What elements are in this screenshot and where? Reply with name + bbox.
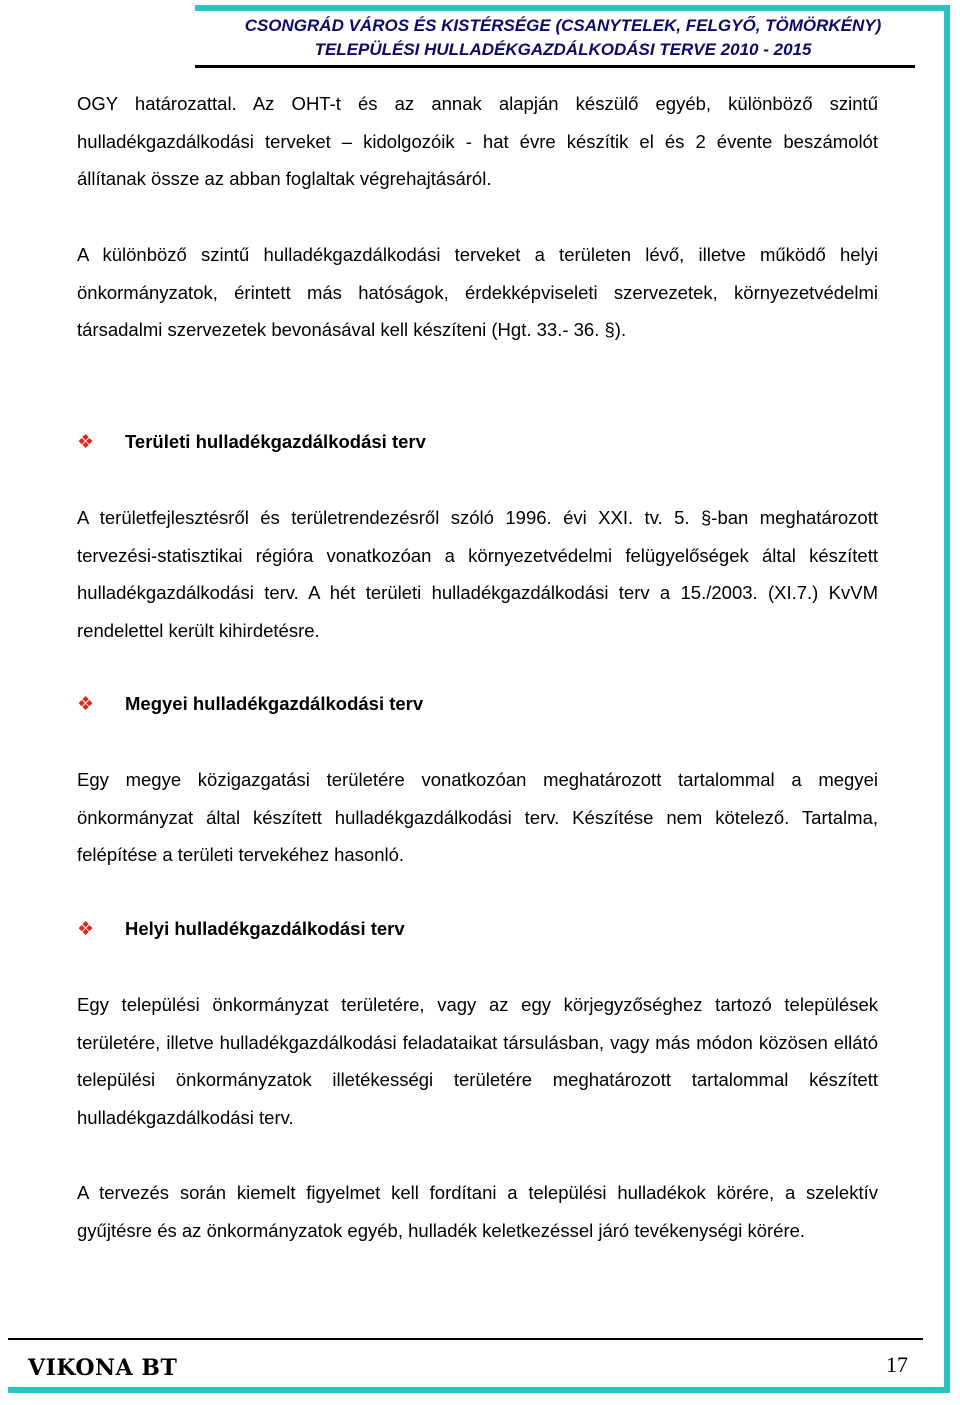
diamond-bullet-icon: ❖ [77, 432, 95, 453]
diamond-bullet-icon: ❖ [77, 919, 95, 940]
page-frame-bottom [8, 1387, 950, 1393]
paragraph-teruleti: A területfejlesztésről és területrendezésről szóló 1996. évi XXI. tv. 5. §-ban meghatározott tervezési-statisztikai régióra vonatkozóan a környezetvédelmi felügyelőségek által készített hulladékgazdálkodási terv. A hét területi hulladékgazdálkodási terv a 15./2003. (XI.7.) KvVM rendelettel került kihirdetésre. [77, 507, 878, 641]
paragraph-levels: A különböző szintű hulladékgazdálkodási terveket a területen lévő, illetve működő helyi önkormányzatok, érintett más hatóságok, érdekképviseleti szervezetek, környezetvédelmi társadalmi szervezetek bevonásával kell készíteni (Hgt. 33.- 36. §). [77, 244, 878, 341]
footer-divider [8, 1338, 923, 1340]
document-header [196, 14, 930, 62]
diamond-bullet-icon: ❖ [77, 694, 95, 715]
paragraph-tervezes: A tervezés során kiemelt figyelmet kell fordítani a települési hulladékok körére, a szelektív gyűjtésre és az önkormányzatok egyéb, hulladék keletkezéssel járó tevékenységi körére. [77, 1182, 878, 1241]
header-line-1: CSONGRÁD VÁROS ÉS KISTÉRSÉGE (CSANYTELEK, FELGYŐ, TÖMÖRKÉNY) [244, 16, 882, 35]
section-title: Helyi hulladékgazdálkodási terv [125, 918, 405, 939]
paragraph-megyei: Egy megye közigazgatási területére vonatkozóan meghatározott tartalommal a megyei önkormányzat által készített hulladékgazdálkodási terv. Készítése nem kötelező. Tartalma, felépítése a területi tervekéhez hasonló. [77, 769, 878, 866]
paragraph-helyi: Egy települési önkormányzat területére, vagy az egy körjegyzőséghez tartozó települések területére, illetve hulladékgazdálkodási feladataikat társulásban, vagy más módon közösen ellátó települési önkormányzatok illetékességi területére meghatározott tartalommal készített hulladékgazdálkodási terv. [77, 994, 878, 1128]
page-frame-top [195, 5, 950, 11]
page-frame-right [944, 5, 950, 1393]
page-number: 17 [886, 1352, 908, 1377]
section-heading-teruleti [77, 427, 878, 457]
header-divider [195, 65, 915, 68]
section-heading-megyei [77, 689, 878, 719]
section-heading-helyi [77, 914, 878, 944]
header-line-2: TELEPÜLÉSI HULLADÉKGAZDÁLKODÁSI TERVE 2010 - 2015 [314, 40, 812, 59]
footer-brand: VIKONA BT [28, 1355, 178, 1381]
section-title: Területi hulladékgazdálkodási terv [125, 431, 426, 452]
section-title: Megyei hulladékgazdálkodási terv [125, 693, 424, 714]
paragraph-oht: OGY határozattal. Az OHT-t és az annak alapján készülő egyéb, különböző szintű hulladékgazdálkodási terveket – kidolgozóik - hat évre készítik el és 2 évente beszámolót állítanak össze az abban foglaltak végrehajtásáról. [77, 93, 878, 190]
